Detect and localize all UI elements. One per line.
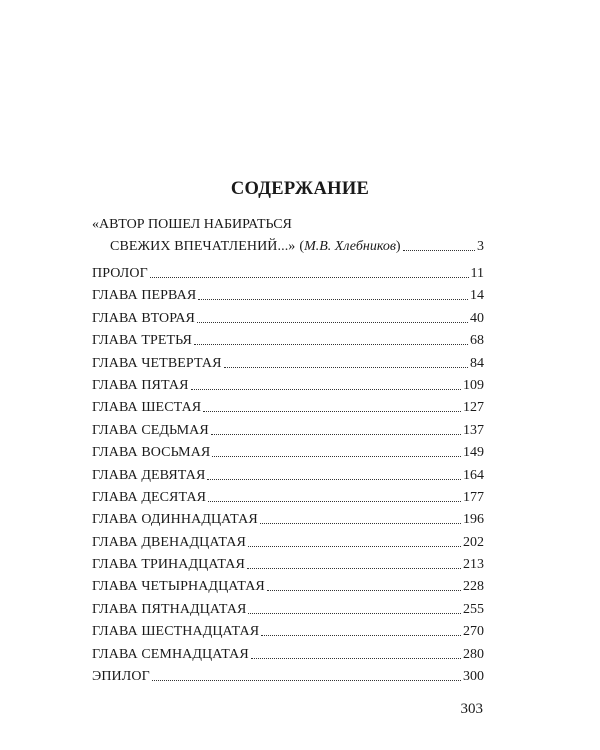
- toc-entry-label: ГЛАВА ЧЕТЫРНАДЦАТАЯ: [92, 579, 265, 595]
- toc-entry-label: ГЛАВА ОДИННАДЦАТАЯ: [92, 512, 258, 528]
- toc-entry-label: ГЛАВА ВОСЬМАЯ: [92, 445, 211, 461]
- toc-entry: [92, 575, 484, 597]
- dot-leader: [211, 420, 461, 435]
- toc-entry: [92, 352, 484, 374]
- toc-entry: [92, 329, 484, 351]
- toc-entry: [92, 486, 484, 508]
- toc-entry: [92, 441, 484, 463]
- dot-leader: [212, 442, 461, 457]
- toc-entry-label: ГЛАВА СЕМНАДЦАТАЯ: [92, 646, 249, 662]
- toc-list: [92, 262, 484, 687]
- page-title: СОДЕРЖАНИЕ: [230, 179, 370, 199]
- dot-leader: [251, 644, 461, 659]
- toc-page-number: 270: [463, 624, 484, 640]
- toc-entry-label: ГЛАВА ДВЕНАДЦАТАЯ: [92, 534, 246, 550]
- dot-leader: [248, 599, 461, 614]
- toc-entry-label: ГЛАВА ТРИНАДЦАТАЯ: [92, 557, 245, 573]
- toc-page-number: 137: [463, 422, 484, 438]
- page-number: 303: [460, 701, 483, 717]
- toc-page-number: 84: [470, 355, 484, 371]
- paren-open: (: [299, 239, 305, 254]
- toc-entry-label: ГЛАВА ПЕРВАЯ: [92, 288, 197, 304]
- toc-page-number: 149: [463, 445, 484, 461]
- toc-entry-label: ГЛАВА ДЕВЯТАЯ: [92, 467, 206, 483]
- toc-entry: [92, 396, 484, 418]
- toc-entry: [92, 307, 484, 329]
- toc-page-number: 3: [477, 239, 484, 254]
- toc-entry-label: ГЛАВА ТРЕТЬЯ: [92, 333, 192, 349]
- author-name: М.В. Хлебников: [304, 239, 396, 254]
- toc-page-number: 255: [463, 601, 484, 617]
- toc-page-number: 300: [463, 669, 484, 685]
- dot-leader: [208, 487, 461, 502]
- toc-page-number: 177: [463, 489, 484, 505]
- toc-page-number: 40: [470, 310, 484, 326]
- paren-close: ): [395, 239, 401, 254]
- toc-entry: [92, 620, 484, 642]
- toc-entry: [92, 598, 484, 620]
- dot-leader: [207, 465, 461, 480]
- toc-entry: [92, 374, 484, 396]
- dot-leader: [197, 308, 468, 323]
- dot-leader: [203, 397, 461, 412]
- toc-entry-label: ГЛАВА СЕДЬМАЯ: [92, 422, 209, 438]
- dot-leader: [191, 375, 461, 390]
- toc-entry-label: ГЛАВА ДЕСЯТАЯ: [92, 489, 207, 505]
- toc-entry-label: ГЛАВА ШЕСТНАДЦАТАЯ: [92, 624, 260, 640]
- toc-page-number: 14: [470, 288, 484, 304]
- toc-page-number: 11: [470, 266, 484, 281]
- toc-entry-label: ГЛАВА ЧЕТВЕРТАЯ: [92, 355, 222, 371]
- toc-entry: [92, 419, 484, 441]
- dot-leader: [260, 509, 461, 524]
- dot-leader: [224, 353, 468, 368]
- toc-entry: [92, 508, 484, 530]
- dot-leader: [198, 285, 468, 300]
- toc-page-number: 213: [463, 557, 484, 573]
- table-of-contents: [92, 215, 484, 687]
- dot-leader: [261, 621, 461, 636]
- toc-entry: [92, 643, 484, 665]
- toc-entry-label: ГЛАВА ШЕСТАЯ: [92, 400, 202, 416]
- toc-entry-label: ГЛАВА ВТОРАЯ: [92, 310, 195, 326]
- dot-leader: [267, 576, 461, 591]
- toc-page-number: 68: [470, 333, 484, 349]
- toc-entry: [92, 464, 484, 486]
- toc-entry: [92, 262, 484, 284]
- toc-entry-label: «АВТОР ПОШЕЛ НАБИРАТЬСЯ: [92, 217, 292, 232]
- toc-entry-label: ГЛАВА ПЯТАЯ: [92, 377, 189, 393]
- toc-entry-author-note: [299, 237, 400, 257]
- toc-entry-label-continued: СВЕЖИХ ВПЕЧАТЛЕНИЙ...»: [110, 239, 296, 254]
- toc-page-number: 164: [463, 467, 484, 483]
- dot-leader: [152, 666, 461, 681]
- toc-entry-label: ГЛАВА ПЯТНАДЦАТАЯ: [92, 601, 247, 617]
- dot-leader: [150, 263, 469, 278]
- toc-page-number: 280: [463, 646, 484, 662]
- toc-entry-label: ПРОЛОГ: [92, 266, 148, 281]
- toc-entry: [92, 284, 484, 306]
- toc-entry: [92, 553, 484, 575]
- toc-page-number: 196: [463, 512, 484, 528]
- dot-leader: [194, 330, 468, 345]
- toc-page-number: 109: [463, 377, 484, 393]
- dot-leader: [247, 554, 461, 569]
- toc-entry-label: ЭПИЛОГ: [92, 669, 150, 685]
- dot-leader: [403, 236, 475, 251]
- toc-page-number: 127: [463, 400, 484, 416]
- toc-page-number: 228: [463, 579, 484, 595]
- toc-entry-preface: [92, 215, 484, 255]
- toc-entry: [92, 531, 484, 553]
- toc-entry: [92, 665, 484, 687]
- toc-page-number: 202: [463, 534, 484, 550]
- dot-leader: [248, 532, 461, 547]
- toc-entry-line: [92, 235, 484, 255]
